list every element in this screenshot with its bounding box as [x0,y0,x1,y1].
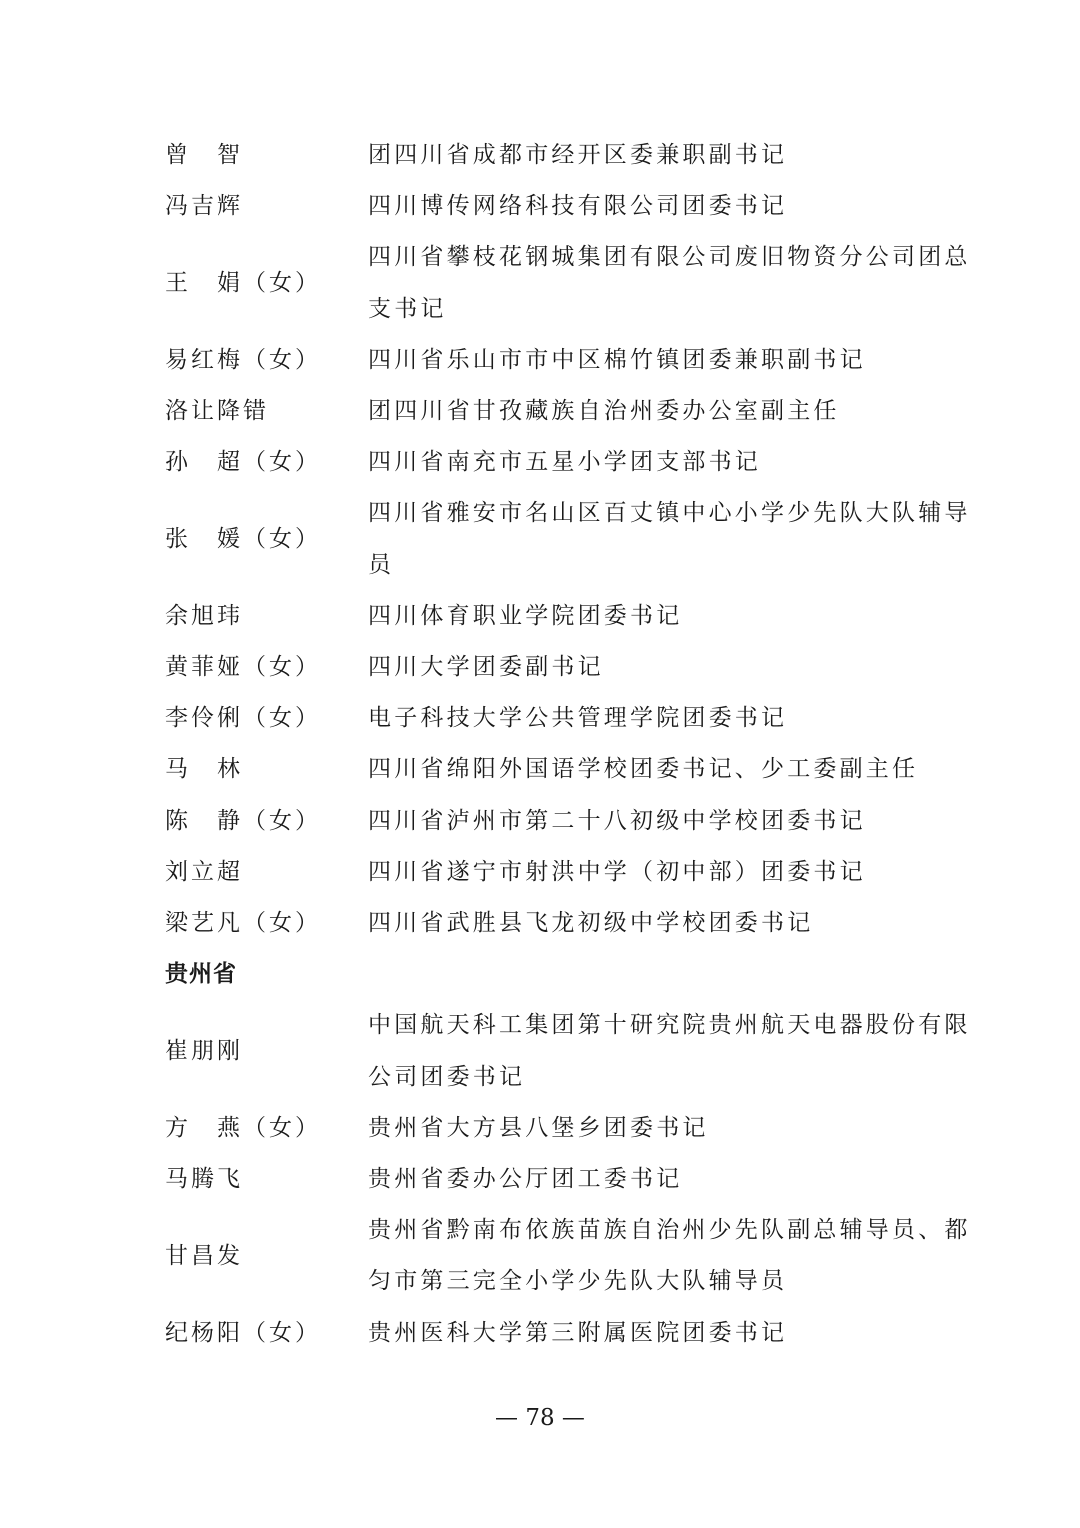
person-name: 王 娟（女） [165,270,321,296]
person-name: 孙 超（女） [165,449,321,476]
person-name: 崔朋刚 [165,1038,243,1065]
list-item [165,130,985,181]
person-name: 张 媛（女） [165,526,321,553]
person-name: 陈 静（女） [165,807,321,834]
person-position: 中国航天科工集团第十研究院贵州航天电器股份有限公司团委书记 [368,1012,971,1090]
list-item [165,386,985,437]
list-item [165,181,985,232]
person-name: 马 林 [165,756,243,783]
person-name: 曾 智 [165,142,243,168]
person-position: 四川省绵阳外国语学校团委书记、少工委副主任 [368,756,919,783]
person-position: 四川省泸州市第二十八初级中学校团委书记 [368,807,866,834]
person-position: 四川博传网络科技有限公司团委书记 [368,193,788,220]
list-item [165,1205,985,1307]
list-item [165,437,985,488]
person-name: 余旭玮 [165,602,243,629]
person-name: 洛让降错 [165,398,269,425]
person-position: 贵州医科大学第三附属医院团委书记 [368,1319,788,1346]
person-position: 团四川省成都市经开区委兼职副书记 [368,142,788,168]
person-name: 冯吉辉 [165,193,243,220]
person-name: 纪杨阳（女） [165,1319,321,1346]
list-item [165,488,985,590]
person-position: 贵州省黔南布依族苗族自治州少先队副总辅导员、都匀市第三完全小学少先队大队辅导员 [368,1217,971,1295]
entry-list [165,130,985,1359]
person-position: 四川体育职业学院团委书记 [368,602,683,629]
list-item [165,1000,985,1102]
person-position: 团四川省甘孜藏族自治州委办公室副主任 [368,398,840,425]
list-item [165,847,985,898]
list-item [165,591,985,642]
person-position: 四川省乐山市市中区棉竹镇团委兼职副书记 [368,346,866,373]
page-number: — 78 — [495,1405,585,1431]
person-position: 四川省遂宁市射洪中学（初中部）团委书记 [368,858,866,885]
list-item [165,898,985,949]
person-position: 贵州省大方县八堡乡团委书记 [368,1114,709,1141]
list-item [165,335,985,386]
person-name: 梁艺凡（女） [165,910,321,937]
person-name: 黄菲娅（女） [165,654,321,681]
person-name: 易红梅（女） [165,346,321,373]
list-item [165,693,985,744]
person-position: 四川省武胜县飞龙初级中学校团委书记 [368,910,814,937]
person-position: 四川省南充市五星小学团支部书记 [368,449,761,476]
list-item [165,1103,985,1154]
person-position: 电子科技大学公共管理学院团委书记 [368,705,788,732]
person-name: 方 燕（女） [165,1114,321,1141]
person-name: 李伶俐（女） [165,705,321,732]
person-name: 马腾飞 [165,1166,243,1193]
person-position: 贵州省委办公厅团工委书记 [368,1166,683,1193]
list-item [165,642,985,693]
section-heading: 贵州省 [165,961,237,988]
person-position: 四川大学团委副书记 [368,654,604,681]
person-name: 甘昌发 [165,1242,243,1269]
person-name: 刘立超 [165,858,243,885]
person-position: 四川省雅安市名山区百丈镇中心小学少先队大队辅导员 [368,500,971,578]
list-item [165,232,985,334]
person-position: 四川省攀枝花钢城集团有限公司废旧物资分公司团总支书记 [368,244,971,322]
list-item [165,1154,985,1205]
list-item [165,1308,985,1359]
list-item [165,744,985,795]
list-item [165,796,985,847]
